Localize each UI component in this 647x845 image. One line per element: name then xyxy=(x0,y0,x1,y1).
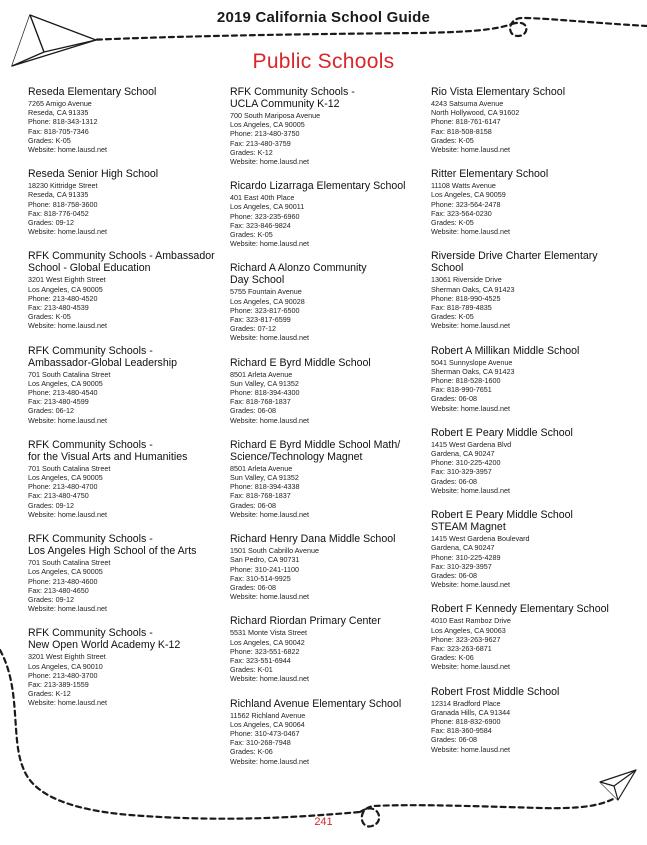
school-address: 700 South Mariposa Avenue xyxy=(230,111,321,120)
school-name: Reseda Senior High School xyxy=(28,168,159,181)
school-name: Ricardo Lizarraga Elementary School xyxy=(230,180,406,193)
school-address: 5041 Sunnyslope Avenue xyxy=(431,357,513,367)
school-entry xyxy=(28,86,228,154)
school-phone: Phone: 818-832-6900 xyxy=(431,716,501,726)
school-website: Website: home.lausd.net xyxy=(28,698,107,708)
school-entry xyxy=(431,509,631,589)
school-phone: Phone: 818-758-3600 xyxy=(28,199,98,209)
school-address: 13061 Riverside Drive xyxy=(431,275,502,285)
school-fax: Fax: 323-263-6871 xyxy=(431,643,492,653)
school-address: 1501 South Cabrillo Avenue xyxy=(230,546,319,556)
school-phone: Phone: 818-394-4338 xyxy=(230,482,300,492)
school-city: Los Angeles, CA 90005 xyxy=(28,284,103,294)
school-fax: Fax: 818-990-7651 xyxy=(431,385,492,395)
school-phone: Phone: 310-225-4200 xyxy=(431,458,501,468)
school-address: 1415 West Gardena Boulevard xyxy=(431,534,530,544)
school-city: Sun Valley, CA 91352 xyxy=(230,378,299,388)
school-name: Richard E Byrd Middle School xyxy=(230,356,371,369)
school-address: 8501 Arleta Avenue xyxy=(230,369,293,379)
section-title: Public Schools xyxy=(252,50,395,73)
school-website: Website: home.lausd.net xyxy=(230,415,309,425)
school-city: Los Angeles, CA 90005 xyxy=(230,120,305,130)
school-website: Website: home.lausd.net xyxy=(28,604,107,614)
school-city: Sun Valley, CA 91352 xyxy=(230,473,299,483)
school-fax: Fax: 323-846-9824 xyxy=(230,220,291,230)
school-city: Los Angeles, CA 90005 xyxy=(28,378,103,388)
school-grades: Grades: 09-12 xyxy=(28,500,74,510)
school-address: 4243 Satsuma Avenue xyxy=(431,99,504,108)
school-website: Website: home.lausd.net xyxy=(28,509,107,519)
school-grades: Grades: K-12 xyxy=(28,689,71,699)
school-address: 11562 Richland Avenue xyxy=(230,710,306,720)
school-city: Gardena, CA 90247 xyxy=(431,543,495,553)
school-phone: Phone: 818-761-6147 xyxy=(431,117,501,127)
school-phone: Phone: 818-343-1312 xyxy=(28,117,98,127)
school-grades: Grades: 06-08 xyxy=(431,394,477,404)
school-phone: Phone: 323-817-6500 xyxy=(230,305,300,315)
school-address: 5531 Monte Vista Street xyxy=(230,628,307,638)
school-fax: Fax: 310-329-3957 xyxy=(431,467,492,477)
school-city: Gardena, CA 90247 xyxy=(431,449,495,459)
paper-airplane-icon xyxy=(600,770,636,800)
school-name: Robert Frost Middle School xyxy=(431,685,560,698)
school-entry xyxy=(230,180,430,248)
school-name: Richard A Alonzo Community Day School xyxy=(230,262,367,287)
column-2 xyxy=(230,86,430,780)
school-fax: Fax: 323-817-6599 xyxy=(230,315,291,325)
school-name: Rio Vista Elementary School xyxy=(431,86,566,98)
school-website: Website: home.lausd.net xyxy=(431,145,510,155)
school-name: Richard Riordan Primary Center xyxy=(230,615,381,628)
school-fax: Fax: 818-789-4835 xyxy=(431,303,492,313)
school-website: Website: home.lausd.net xyxy=(230,674,309,684)
school-entry xyxy=(431,168,631,236)
school-city: Los Angeles, CA 90010 xyxy=(28,661,103,671)
school-fax: Fax: 818-768-1837 xyxy=(230,491,291,501)
column-3 xyxy=(431,86,631,768)
school-grades: Grades: 06-08 xyxy=(431,735,477,745)
school-address: 1415 West Gardena Blvd xyxy=(431,439,512,449)
school-fax: Fax: 213-480-4750 xyxy=(28,491,89,501)
school-address: 701 South Catalina Street xyxy=(28,369,111,379)
school-address: 3201 West Eighth Street xyxy=(28,652,106,662)
school-name: RFK Community Schools - UCLA Community K-12 xyxy=(230,86,355,110)
guide-title: 2019 California School Guide xyxy=(216,9,431,26)
school-name: Ritter Elementary School xyxy=(431,168,549,181)
school-website: Website: home.lausd.net xyxy=(431,485,510,495)
school-fax: Fax: 818-508-8158 xyxy=(431,126,492,136)
school-entry xyxy=(28,250,228,330)
school-website: Website: home.lausd.net xyxy=(28,321,107,331)
school-fax: Fax: 213-480-4539 xyxy=(28,303,89,313)
school-grades: Grades: K-05 xyxy=(28,135,71,145)
school-city: Reseda, CA 91335 xyxy=(28,190,89,200)
school-address: 7265 Amigo Avenue xyxy=(28,99,92,108)
school-fax: Fax: 818-705-7346 xyxy=(28,126,89,136)
school-entry xyxy=(230,86,430,166)
school-grades: Grades: K-06 xyxy=(230,747,273,757)
school-phone: Phone: 323-564-2478 xyxy=(431,199,501,209)
school-fax: Fax: 323-551-6944 xyxy=(230,655,291,665)
school-phone: Phone: 213-480-4520 xyxy=(28,293,98,303)
school-website: Website: home.lausd.net xyxy=(431,403,510,413)
school-address: 701 South Catalina Street xyxy=(28,558,111,568)
school-address: 18230 Kittridge Street xyxy=(28,181,98,191)
school-city: Los Angeles, CA 90059 xyxy=(431,190,506,200)
school-entry xyxy=(431,86,631,154)
school-address: 4010 East Ramboz Drive xyxy=(431,616,511,626)
school-phone: Phone: 323-235-6960 xyxy=(230,211,300,221)
school-entry xyxy=(28,345,228,425)
school-name: Riverside Drive Charter Elementary School xyxy=(431,250,598,275)
school-phone: Phone: 323-551-6822 xyxy=(230,646,300,656)
school-fax: Fax: 213-480-4650 xyxy=(28,585,89,595)
school-fax: Fax: 310-514-9925 xyxy=(230,573,291,583)
school-website: Website: home.lausd.net xyxy=(230,756,309,766)
school-name: Robert E Peary Middle School STEAM Magnet xyxy=(431,509,573,534)
school-city: Los Angeles, CA 90005 xyxy=(28,567,103,577)
school-entry xyxy=(431,345,631,413)
school-city: Los Angeles, CA 90011 xyxy=(230,202,305,212)
school-fax: Fax: 818-768-1837 xyxy=(230,397,291,407)
school-grades: Grades: 07-12 xyxy=(230,324,276,334)
school-entry xyxy=(28,168,228,236)
school-grades: Grades: K-05 xyxy=(431,312,474,322)
school-entry xyxy=(431,250,631,330)
school-name: RFK Community Schools - Ambassador School - Global Education xyxy=(28,250,215,275)
school-entry xyxy=(28,439,228,519)
school-name: Richard Henry Dana Middle School xyxy=(230,533,396,546)
school-entry xyxy=(230,615,430,683)
school-name: Robert F Kennedy Elementary School xyxy=(431,603,609,616)
school-address: 12314 Bradford Place xyxy=(431,698,501,708)
school-website: Website: home.lausd.net xyxy=(230,333,309,343)
school-entry xyxy=(28,627,228,707)
school-fax: Fax: 213-480-4599 xyxy=(28,397,89,407)
school-name: RFK Community Schools - Los Angeles High School of the Arts xyxy=(28,533,197,558)
school-grades: Grades: 06-08 xyxy=(230,582,276,592)
school-entry xyxy=(431,603,631,671)
school-entry xyxy=(431,427,631,495)
school-city: Los Angeles, CA 90042 xyxy=(230,637,305,647)
school-phone: Phone: 213-480-3700 xyxy=(28,670,98,680)
school-city: Los Angeles, CA 90064 xyxy=(230,719,305,729)
school-name: Reseda Elementary School xyxy=(28,86,157,98)
school-phone: Phone: 213-480-4700 xyxy=(28,482,98,492)
school-website: Website: home.lausd.net xyxy=(431,321,510,331)
school-grades: Grades: K-05 xyxy=(431,218,474,228)
school-grades: Grades: 06-08 xyxy=(230,406,276,416)
school-entry xyxy=(230,698,430,766)
school-website: Website: home.lausd.net xyxy=(28,145,107,155)
school-address: 8501 Arleta Avenue xyxy=(230,463,293,473)
school-grades: Grades: K-12 xyxy=(230,147,273,157)
school-name: RFK Community Schools - for the Visual Arts and Humanities xyxy=(28,438,188,463)
school-address: 701 South Catalina Street xyxy=(28,463,111,473)
school-phone: Phone: 818-528-1600 xyxy=(431,376,501,386)
school-grades: Grades: K-05 xyxy=(431,135,474,145)
school-fax: Fax: 310-329-3957 xyxy=(431,561,492,571)
school-name: RFK Community Schools - New Open World Academy K-12 xyxy=(28,627,181,652)
school-name: RFK Community Schools - Ambassador-Global Leadership xyxy=(28,344,177,369)
school-website: Website: home.lausd.net xyxy=(230,592,309,602)
school-entry xyxy=(230,262,430,342)
school-city: San Pedro, CA 90731 xyxy=(230,555,300,565)
school-city: Los Angeles, CA 90063 xyxy=(431,625,506,635)
school-website: Website: home.lausd.net xyxy=(431,227,510,237)
school-city: North Hollywood, CA 91602 xyxy=(431,108,520,118)
school-website: Website: home.lausd.net xyxy=(431,580,510,590)
school-city: Sherman Oaks, CA 91423 xyxy=(431,284,515,294)
school-fax: Fax: 323-564-0230 xyxy=(431,208,492,218)
school-city: Los Angeles, CA 90028 xyxy=(230,296,305,306)
school-grades: Grades: K-01 xyxy=(230,665,273,675)
school-fax: Fax: 213-480-3759 xyxy=(230,138,291,148)
school-phone: Phone: 310-225-4289 xyxy=(431,552,501,562)
school-city: Sherman Oaks, CA 91423 xyxy=(431,366,515,376)
school-name: Richland Avenue Elementary School xyxy=(230,697,402,710)
school-fax: Fax: 818-360-9584 xyxy=(431,726,492,736)
school-city: Granada Hills, CA 91344 xyxy=(431,707,511,717)
school-city: Los Angeles, CA 90005 xyxy=(28,473,103,483)
school-entry xyxy=(431,686,631,754)
school-grades: Grades: 09-12 xyxy=(28,594,74,604)
school-website: Website: home.lausd.net xyxy=(431,744,510,754)
school-name: Robert E Peary Middle School xyxy=(431,426,573,439)
school-address: 5755 Fountain Avenue xyxy=(230,287,302,297)
school-entry xyxy=(28,533,228,613)
school-entry xyxy=(230,439,430,519)
school-grades: Grades: 06-12 xyxy=(28,406,74,416)
page-number: 241 xyxy=(314,816,333,828)
school-entry xyxy=(230,533,430,601)
school-grades: Grades: 09-12 xyxy=(28,218,74,228)
school-name: Robert A Millikan Middle School xyxy=(431,344,580,357)
school-website: Website: home.lausd.net xyxy=(28,415,107,425)
school-address: 3201 West Eighth Street xyxy=(28,275,106,285)
school-phone: Phone: 818-990-4525 xyxy=(431,293,501,303)
school-phone: Phone: 213-480-4540 xyxy=(28,388,98,398)
school-grades: Grades: 06-08 xyxy=(431,570,477,580)
school-grades: Grades: 06-08 xyxy=(230,500,276,510)
school-phone: Phone: 310-473-0467 xyxy=(230,728,300,738)
school-phone: Phone: 310-241-1100 xyxy=(230,564,300,574)
school-city: Reseda, CA 91335 xyxy=(28,108,89,118)
school-website: Website: home.lausd.net xyxy=(28,227,107,237)
school-grades: Grades: K-05 xyxy=(28,312,71,322)
school-website: Website: home.lausd.net xyxy=(230,239,309,249)
school-address: 401 East 40th Place xyxy=(230,193,295,203)
school-name: Richard E Byrd Middle School Math/ Science/Technology Magnet xyxy=(230,438,401,463)
school-website: Website: home.lausd.net xyxy=(230,157,309,167)
school-grades: Grades: K-06 xyxy=(431,653,474,663)
school-phone: Phone: 323-263-9627 xyxy=(431,634,501,644)
school-grades: Grades: K-05 xyxy=(230,230,273,240)
school-website: Website: home.lausd.net xyxy=(431,662,510,672)
school-phone: Phone: 818-394-4300 xyxy=(230,388,300,398)
school-fax: Fax: 818-776-0452 xyxy=(28,208,89,218)
school-phone: Phone: 213-480-4600 xyxy=(28,576,98,586)
school-fax: Fax: 310-268-7948 xyxy=(230,738,291,748)
school-address: 11108 Watts Avenue xyxy=(431,181,496,191)
school-grades: Grades: 06-08 xyxy=(431,476,477,486)
school-phone: Phone: 213-480-3750 xyxy=(230,129,300,139)
school-fax: Fax: 213-389-1559 xyxy=(28,679,89,689)
school-website: Website: home.lausd.net xyxy=(230,509,309,519)
column-1 xyxy=(28,86,228,722)
school-entry xyxy=(230,357,430,425)
